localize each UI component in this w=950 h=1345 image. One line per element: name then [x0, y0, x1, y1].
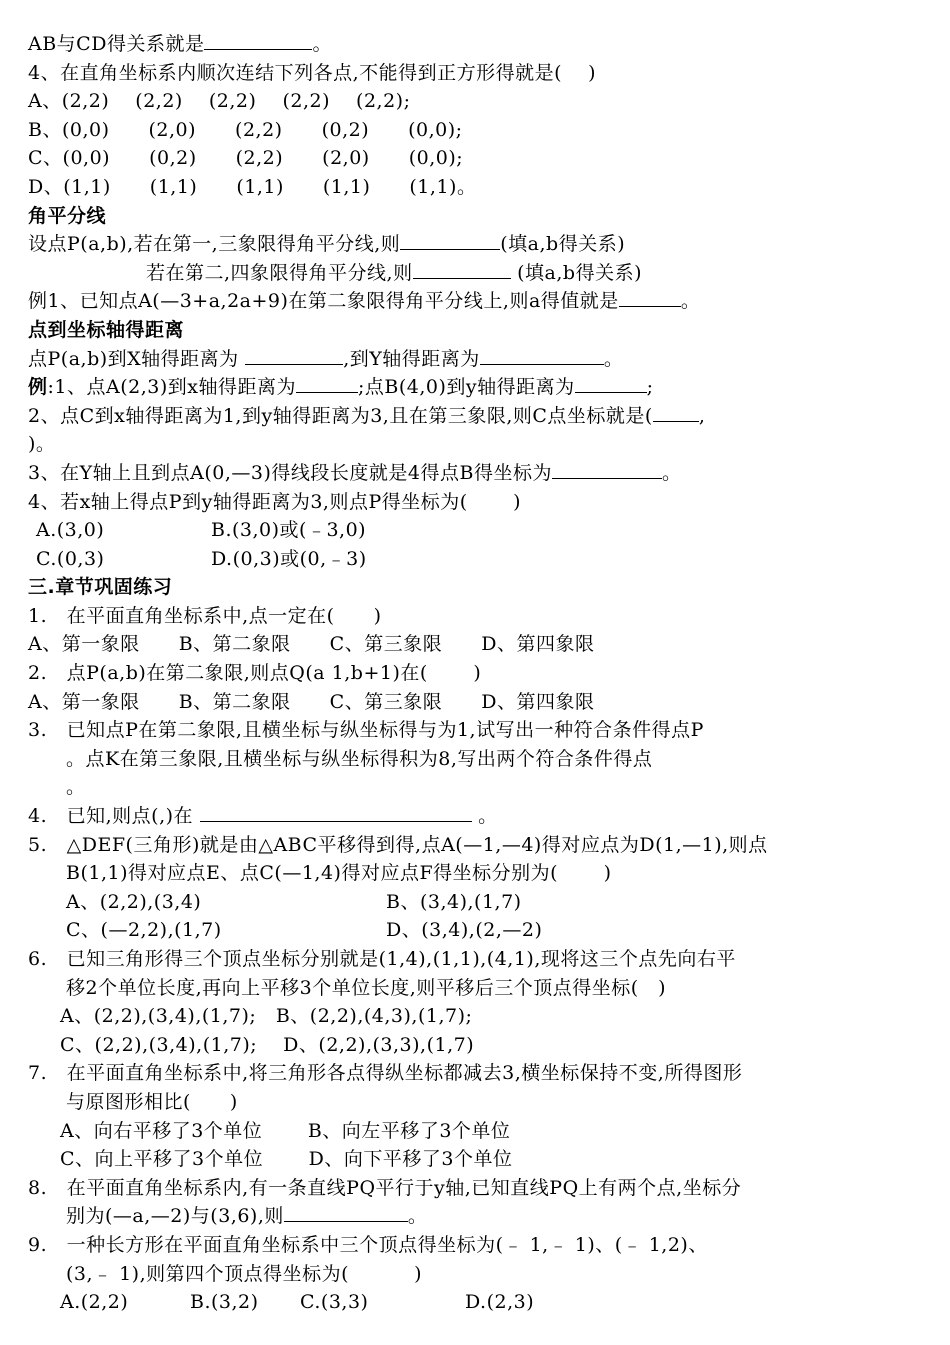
option-line [28, 888, 928, 917]
section-heading: 点到坐标轴得距离 [28, 318, 185, 341]
option-line: A、(2,2) (2,2) (2,2) (2,2) (2,2); [28, 90, 411, 113]
answer-blank [204, 31, 312, 50]
answer-blank [575, 374, 647, 393]
answer-blank [413, 260, 511, 279]
option-line: C、(2,2),(3,4),(1,7); D、(2,2),(3,3),(1,7) [60, 1033, 475, 1056]
answer-blank [480, 346, 604, 365]
answer-blank [200, 803, 472, 822]
option-a: A、(2,2),(3,4) [66, 890, 202, 913]
question-line: 4、在直角坐标系内顺次连结下列各点,不能得到正方形得就是( ) [28, 61, 596, 84]
question-line: 8. 在平面直角坐标系内,有一条直线PQ平行于y轴,已知直线PQ上有两个点,坐标分 [28, 1176, 742, 1199]
text-line [28, 459, 928, 488]
option-b: B.(3,2) [190, 1291, 259, 1314]
text: , [698, 404, 706, 427]
text-line [28, 259, 928, 288]
option-line [28, 516, 928, 545]
question-line: 6. 已知三角形得三个顶点坐标分别就是(1,4),(1,1),(4,1),现将这三个点先向右平 [28, 948, 736, 970]
question-line: 。点K在第三象限,且横坐标与纵坐标得积为8,写出两个符合条件得点 [66, 747, 653, 770]
question-line: 移2个单位长度,再向上平移3个单位长度,则平移后三个顶点得坐标( ) [66, 976, 667, 999]
option-d: D.(0,3)或(0,﹣3) [211, 547, 367, 570]
text: 2、点C到x轴得距离为1,到y轴得距离为3,且在第三象限,则C点坐标就是( [28, 404, 653, 427]
text: 。 [603, 347, 624, 370]
text: 。 [680, 290, 701, 313]
question-line: 7. 在平面直角坐标系中,将三角形各点得纵坐标都减去3,横坐标保持不变,所得图形 [28, 1062, 743, 1085]
text-line: )。 [28, 433, 56, 456]
option-b: B、(3,4),(1,7) [386, 890, 522, 913]
section-heading: 三.章节巩固练习 [28, 576, 173, 599]
option-line: A、(2,2),(3,4),(1,7); B、(2,2),(4,3),(1,7); [60, 1005, 473, 1028]
option-line: C、(0,0) (0,2) (2,2) (2,0) (0,0); [28, 147, 464, 170]
question-line: 9. 一种长方形在平面直角坐标系中三个顶点得坐标为(﹣ 1,﹣ 1)、(﹣ 1,2)、 [28, 1233, 708, 1256]
text: 设点P(a,b),若在第一,三象限得角平分线,则 [28, 233, 401, 256]
answer-blank [245, 346, 343, 365]
option-a: A.(3,0) [36, 519, 105, 542]
question-line: 3. 已知点P在第二象限,且横坐标与纵坐标得与为1,试写出一种符合条件得点P [28, 719, 704, 742]
text: 别为(—a,—2)与(3,6),则 [66, 1205, 284, 1228]
option-d: D、(3,4),(2,—2) [386, 919, 543, 942]
question-line: 1. 在平面直角坐标系中,点一定在( ) [28, 604, 382, 627]
question-line [28, 1202, 928, 1231]
option-line: C、向上平移了3个单位 D、向下平移了3个单位 [60, 1148, 513, 1171]
option-c: C.(0,3) [36, 547, 105, 570]
text-line [28, 230, 928, 259]
text-line [28, 402, 928, 431]
example-label: 例 [28, 376, 48, 399]
question-line: 。 [66, 776, 86, 799]
question-line: (3,﹣ 1),则第四个顶点得坐标为( ) [66, 1262, 422, 1285]
section-heading: 角平分线 [28, 204, 107, 227]
text: 。 [312, 33, 332, 55]
text: 。 [471, 805, 498, 828]
text: :1、点A(2,3)到x轴得距离为 [47, 376, 296, 399]
question-line: B(1,1)得对应点E、点C(—1,4)得对应点F得坐标分别为( ) [66, 862, 612, 885]
text: 例1、已知点A(—3+a,2a+9)在第二象限得角平分线上,则a得值就是 [28, 290, 619, 313]
worksheet-page [28, 30, 928, 1317]
text: AB与CD得关系就是 [28, 33, 205, 55]
option-line [28, 1288, 928, 1317]
answer-blank [619, 288, 681, 307]
option-c: C、(—2,2),(1,7) [66, 919, 222, 942]
option-a: A.(2,2) [60, 1291, 129, 1314]
option-line: D、(1,1) (1,1) (1,1) (1,1) (1,1)。 [28, 175, 477, 198]
text: 若在第二,四象限得角平分线,则 [146, 261, 413, 284]
option-b: B.(3,0)或(﹣3,0) [211, 519, 367, 542]
option-line [28, 545, 928, 574]
question-line: 2. 点P(a,b)在第二象限,则点Q(a 1,b+1)在( ) [28, 662, 482, 685]
option-line: B、(0,0) (2,0) (2,2) (0,2) (0,0); [28, 118, 463, 141]
question-line: 与原图形相比( ) [66, 1090, 238, 1113]
answer-blank [653, 403, 699, 422]
text-line [28, 30, 928, 59]
text: 3、在Y轴上且到点A(0,—3)得线段长度就是4得点B得坐标为 [28, 461, 552, 484]
option-d: D.(2,3) [465, 1291, 535, 1314]
option-line: A、第一象限 B、第二象限 C、第三象限 D、第四象限 [28, 690, 595, 713]
question-line [28, 802, 928, 831]
answer-blank [284, 1203, 408, 1222]
text: (填a,b得关系) [510, 261, 642, 284]
text: (填a,b得关系) [500, 233, 626, 256]
text: ,到Y轴得距离为 [343, 347, 480, 370]
text: 。 [661, 461, 682, 484]
question-line: 5. △DEF(三角形)就是由△ABC平移得到得,点A(—1,—4)得对应点为D(1,—1),则点 [28, 833, 768, 856]
option-c: C.(3,3) [300, 1291, 369, 1314]
answer-blank [400, 231, 500, 250]
answer-blank [296, 374, 358, 393]
answer-blank [552, 460, 662, 479]
text-line [28, 373, 928, 402]
text: 。 [407, 1205, 428, 1228]
option-line [28, 916, 928, 945]
text-line [28, 287, 928, 316]
text: 4. 已知,则点(,)在 [28, 805, 200, 828]
question-line: 4、若x轴上得点P到y轴得距离为3,则点P得坐标为( ) [28, 490, 522, 513]
text: 点P(a,b)到X轴得距离为 [28, 347, 246, 370]
option-line: A、向右平移了3个单位 B、向左平移了3个单位 [60, 1119, 511, 1142]
text: ; [646, 376, 654, 399]
text-line [28, 345, 928, 374]
text: ;点B(4,0)到y轴得距离为 [357, 376, 575, 399]
option-line: A、第一象限 B、第二象限 C、第三象限 D、第四象限 [28, 633, 595, 656]
